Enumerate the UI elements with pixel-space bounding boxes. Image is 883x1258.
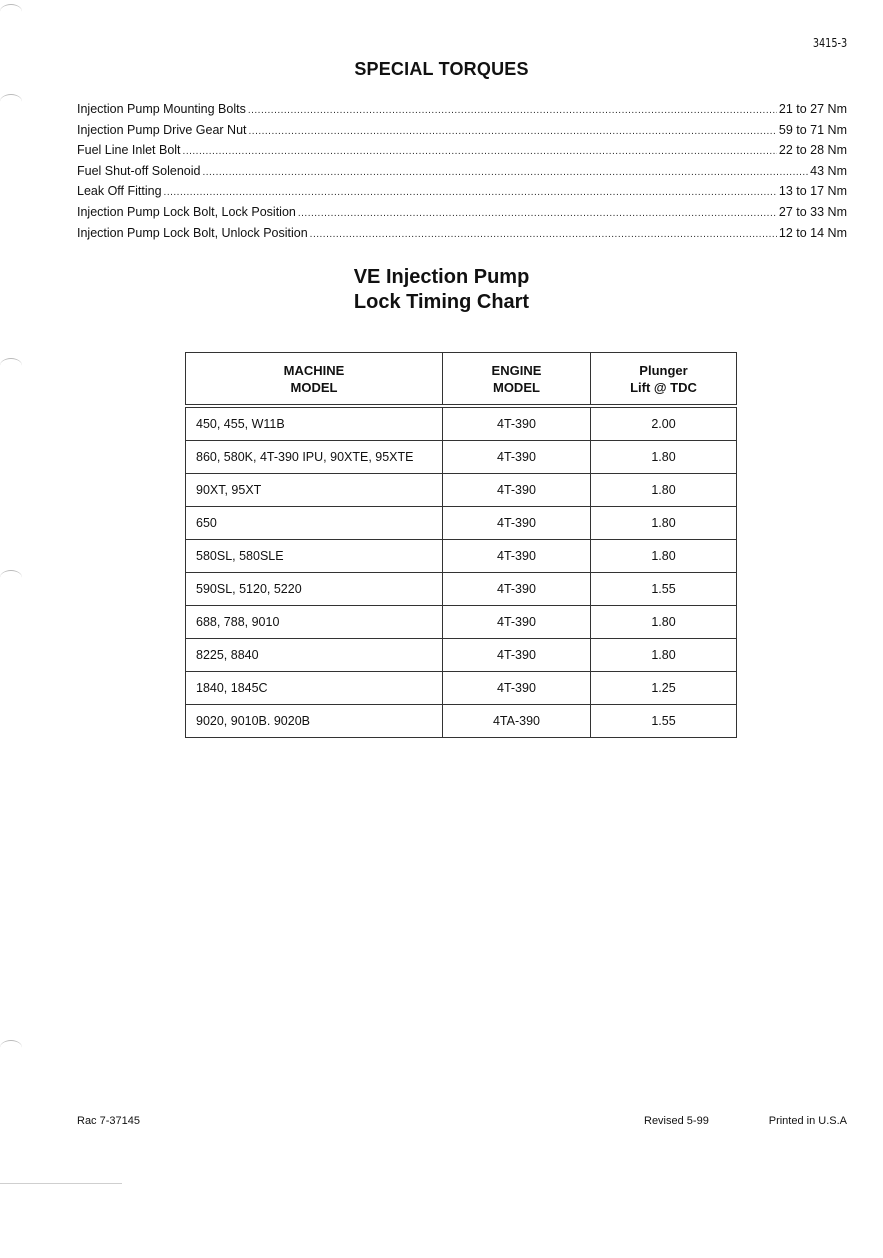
footer-doc-number: Rac 7-37145 (77, 1115, 140, 1127)
torque-row (77, 224, 847, 245)
footer-printed: Printed in U.S.A (768, 1115, 847, 1127)
leader-dots (248, 102, 777, 121)
torque-row (77, 100, 847, 121)
table-row (186, 474, 737, 507)
binder-hole-mark (0, 94, 22, 109)
page-number: 3415-3 (812, 36, 847, 50)
torque-label: Injection Pump Lock Bolt, Lock Position (77, 204, 296, 219)
plunger-lift-cell: 1.80 (590, 507, 736, 540)
chart-title-line2: Lock Timing Chart (353, 291, 530, 313)
table-header-row (186, 353, 737, 407)
special-torques-title: SPECIAL TORQUES (354, 59, 529, 79)
table-row (186, 672, 737, 705)
plunger-lift-cell: 1.80 (590, 474, 736, 507)
engine-model-cell: 4T-390 (442, 573, 590, 606)
engine-model-cell: 4T-390 (442, 406, 590, 441)
binder-hole-mark (0, 570, 22, 585)
table-row (186, 573, 737, 606)
header-text: MACHINE (283, 362, 345, 378)
leader-dots (249, 123, 777, 142)
header-text: Plunger (639, 362, 688, 378)
table-row (186, 705, 737, 738)
plunger-lift-cell: 2.00 (590, 406, 736, 441)
torque-value: 43 Nm (810, 163, 847, 178)
engine-model-cell: 4T-390 (442, 606, 590, 639)
torque-value: 59 to 71 Nm (778, 122, 847, 137)
table-row (186, 639, 737, 672)
header-engine-model (442, 353, 590, 407)
torque-value: 27 to 33 Nm (778, 204, 847, 219)
chart-title-line1: VE Injection Pump (353, 266, 530, 288)
binder-hole-mark (0, 4, 22, 19)
torque-row (77, 182, 847, 203)
torque-row (77, 141, 847, 162)
engine-model-cell: 4T-390 (442, 540, 590, 573)
header-plunger-lift (590, 353, 736, 407)
header-text: MODEL (290, 379, 338, 395)
engine-model-cell: 4T-390 (442, 474, 590, 507)
plunger-lift-cell: 1.80 (590, 441, 736, 474)
torque-value: 22 to 28 Nm (778, 143, 847, 158)
header-machine-model (186, 353, 443, 407)
torque-list (77, 100, 847, 244)
plunger-lift-cell: 1.55 (590, 705, 736, 738)
engine-model-cell: 4T-390 (442, 441, 590, 474)
machine-model-cell: 450, 455, W11B (186, 406, 443, 441)
leader-dots (164, 184, 777, 203)
machine-model-cell: 8225, 8840 (186, 639, 443, 672)
binder-hole-mark (0, 358, 22, 373)
torque-row (77, 121, 847, 142)
machine-model-cell: 580SL, 580SLE (186, 540, 443, 573)
leader-dots (298, 205, 777, 224)
plunger-lift-cell: 1.25 (590, 672, 736, 705)
engine-model-cell: 4T-390 (442, 507, 590, 540)
engine-model-cell: 4T-390 (442, 672, 590, 705)
table-row (186, 606, 737, 639)
torque-label: Injection Pump Lock Bolt, Unlock Position (77, 225, 308, 240)
machine-model-cell: 590SL, 5120, 5220 (186, 573, 443, 606)
torque-row (77, 162, 847, 183)
table-row (186, 540, 737, 573)
header-text: MODEL (492, 379, 540, 395)
torque-row (77, 203, 847, 224)
header-text: ENGINE (491, 362, 542, 378)
torque-value: 13 to 17 Nm (778, 184, 847, 199)
lock-timing-chart-title (0, 265, 883, 315)
torque-label: Injection Pump Mounting Bolts (77, 102, 246, 116)
header-text: Lift @ TDC (630, 379, 697, 395)
binder-hole-mark (0, 1040, 22, 1055)
leader-dots (183, 143, 777, 162)
table-row (186, 441, 737, 474)
leader-dots (310, 226, 777, 245)
footer-revised: Revised 5-99 (644, 1115, 709, 1127)
plunger-lift-cell: 1.80 (590, 606, 736, 639)
scan-edge-line (0, 1183, 122, 1184)
torque-label: Injection Pump Drive Gear Nut (77, 122, 247, 137)
lock-timing-table (185, 352, 737, 738)
engine-model-cell: 4T-390 (442, 639, 590, 672)
machine-model-cell: 688, 788, 9010 (186, 606, 443, 639)
machine-model-cell: 860, 580K, 4T-390 IPU, 90XTE, 95XTE (186, 441, 443, 474)
torque-label: Leak Off Fitting (77, 184, 162, 199)
machine-model-cell: 650 (186, 507, 443, 540)
torque-value: 21 to 27 Nm (778, 102, 847, 116)
table-row (186, 406, 737, 441)
table-row (186, 507, 737, 540)
leader-dots (202, 164, 808, 183)
engine-model-cell: 4TA-390 (442, 705, 590, 738)
machine-model-cell: 9020, 9010B. 9020B (186, 705, 443, 738)
torque-label: Fuel Line Inlet Bolt (77, 143, 181, 158)
torque-value: 12 to 14 Nm (778, 225, 847, 240)
machine-model-cell: 1840, 1845C (186, 672, 443, 705)
torque-label: Fuel Shut-off Solenoid (77, 163, 201, 178)
machine-model-cell: 90XT, 95XT (186, 474, 443, 507)
plunger-lift-cell: 1.80 (590, 540, 736, 573)
plunger-lift-cell: 1.80 (590, 639, 736, 672)
plunger-lift-cell: 1.55 (590, 573, 736, 606)
